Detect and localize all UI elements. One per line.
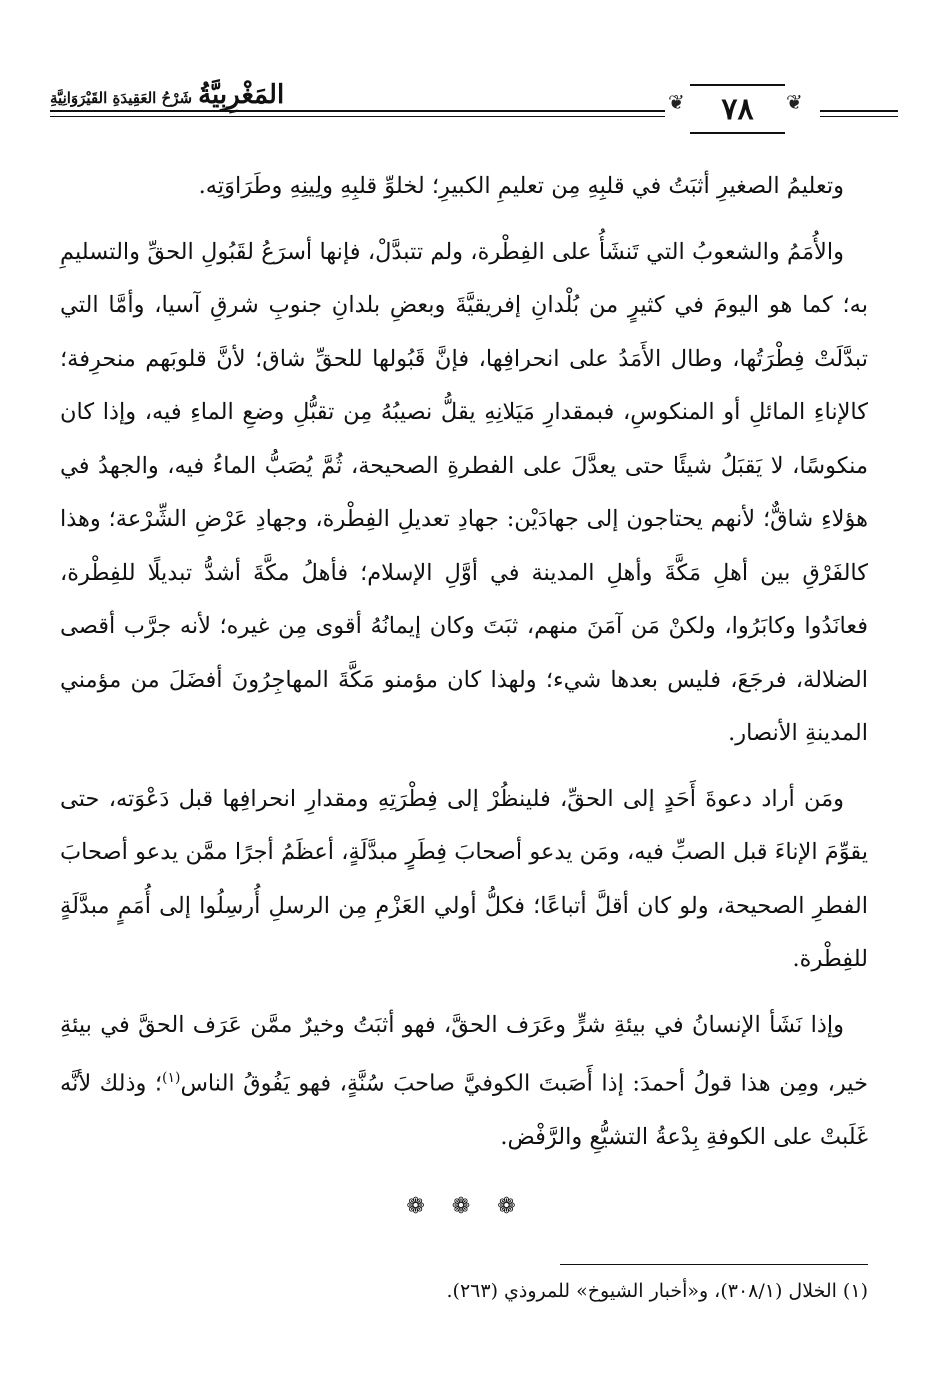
ornament-icon: ❦ bbox=[668, 90, 685, 114]
body-text bbox=[60, 160, 868, 1177]
header-rule-right bbox=[820, 110, 898, 112]
page-number: ٧٨ bbox=[721, 91, 754, 127]
footnote-rule bbox=[560, 1264, 868, 1265]
header-rule-right-thin bbox=[820, 116, 898, 117]
header-rule-thin bbox=[50, 116, 665, 117]
paragraph-last bbox=[60, 999, 868, 1165]
page-number-box bbox=[690, 84, 785, 134]
paragraph-tail: ؛ وذلك لأنَّه غَلَبتْ على الكوفةِ بِدْعةُ التشيُّعِ والرَّفْض. bbox=[60, 1070, 868, 1150]
paragraph-text: وإذا نَشَأ الإنسانُ في بيئةِ شرٍّ وعَرَف الحقَّ، فهو أثبَتُ وخيرٌ ممَّن عَرَف الحقَّ في بيئةِ خير، ومِن هذا قولُ أحمدَ: إذا أَصَبتَ الكوفيَّ صاحبَ سُنَّةٍ، فهو يَفُوقُ الناس bbox=[60, 1011, 868, 1097]
paragraph: والأُمَمُ والشعوبُ التي تَنشَأُ على الفِطْرة، ولم تتبدَّلْ، فإنها أسرَعُ لقَبُولِ الحقِّ والتسليمِ به؛ كما هو اليومَ في كثيرٍ من بُلْدانِ إفريقيَّةَ وبعضِ بلدانِ جنوبِ شرقِ آسيا، وأمَّا التي تبدَّلَتْ فِطْرَتُها، وطال الأَمَدُ على انحرافِها، فإنَّ قَبُولها للحقِّ شاق؛ لأنَّ قلوبَهم منحرِفة؛ كالإناءِ المائلِ أو المنكوسِ، فبمقدارِ مَيَلانِهِ يقلُّ نصيبُهُ مِن تقبُّلِ وضعِ الماءِ فيه، وإذا كان منكوسًا، لا يَقبَلُ شيئًا حتى يعدَّلَ على الفطرةِ الصحيحة، ثُمَّ يُصَبُّ الماءُ فيه، والجهدُ في هؤلاءِ شاقٌّ؛ لأنهم يحتاجون إلى جهادَيْن: جهادِ تعديلِ الفِطْرة، وجهادِ عَرْضِ الشِّرْعة؛ وهذا كالفَرْقِ بين أهلِ مَكَّةَ وأهلِ المدينة في أوَّلِ الإسلام؛ فأهلُ مكَّةَ أشدُّ تبديلًا للفِطْرة، فعانَدُوا وكابَرُوا، ولكنْ مَن آمَنَ منهم، ثبَتَ وكان إيمانُهُ أقوى مِن غيره؛ لأنه جرَّب أقصى الضلالة، فرجَعَ، فليس بعدها شيء؛ ولهذا كان مؤمنو مَكَّةَ المهاجِرُونَ أفضَلَ من مؤمني المدينةِ الأنصار. bbox=[60, 238, 868, 746]
page-header bbox=[40, 70, 898, 140]
running-title bbox=[50, 80, 284, 110]
book-subtitle: شَرْحُ العَقِيدَةِ القَيْرَوَانِيَّةِ bbox=[50, 89, 193, 107]
book-title: المَغْرِبِيَّةُ bbox=[198, 80, 285, 110]
header-rule bbox=[50, 110, 665, 112]
paragraph: وتعليمُ الصغيرِ أثبَتُ في قلبِهِ مِن تعليمِ الكبيرِ؛ لخلوِّ قلبِهِ ولِينِهِ وطَرَاوَتِه. bbox=[198, 173, 844, 199]
footnote-marker[interactable]: (١) bbox=[162, 1070, 181, 1086]
footnote: (١) الخلال (٣٠٨/١)، و«أخبار الشيوخ» للمروذي (٢٦٣). bbox=[446, 1280, 868, 1302]
section-separator: ❁ ❁ ❁ bbox=[406, 1194, 526, 1219]
paragraph: ومَن أراد دعوةَ أَحَدٍ إلى الحقِّ، فلينظُرْ إلى فِطْرَتِهِ ومقدارِ انحرافِها قبل دَعْوَته، حتى يقوِّمَ الإناءَ قبل الصبِّ فيه، ومَن يدعو أصحابَ فِطَرٍ مبدَّلَةٍ، أعظَمُ أجرًا ممَّن يدعو أصحابَ الفطرِ الصحيحة، ولو كان أقلَّ أتباعًا؛ فكلُّ أولي العَزْمِ مِن الرسلِ أُرسِلُوا إلى أُمَمٍ مبدَّلَةٍ للفِطْرة. bbox=[60, 785, 868, 972]
ornament-icon: ❦ bbox=[786, 90, 803, 114]
